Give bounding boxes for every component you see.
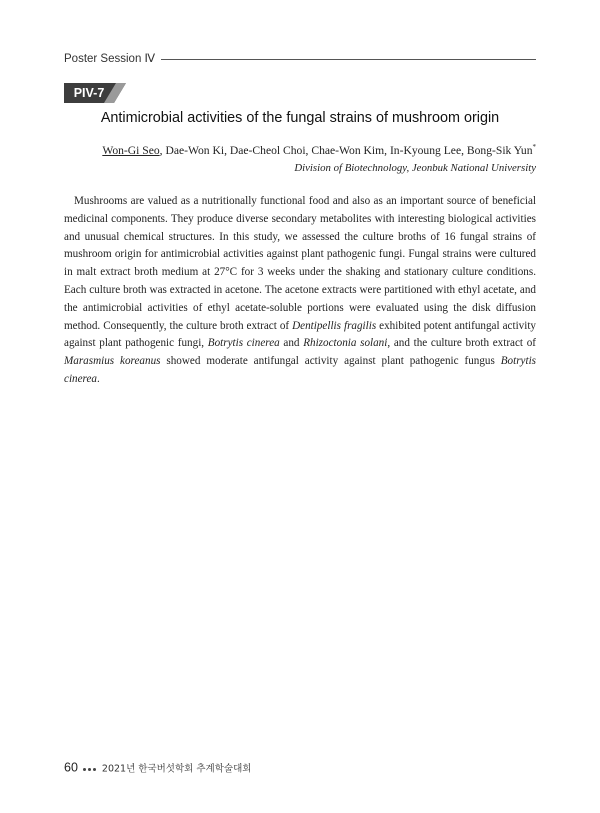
co-authors: , Dae-Won Ki, Dae-Cheol Choi, Chae-Won Kim, In-Kyoung Lee, Bong-Sik Yun bbox=[159, 143, 533, 157]
poster-code-badge bbox=[64, 83, 126, 103]
ellipsis-dots-icon bbox=[83, 758, 98, 776]
abstract-part: . bbox=[97, 372, 100, 385]
abstract-text bbox=[64, 193, 536, 389]
poster-code: PIV-7 bbox=[73, 86, 105, 100]
corresponding-mark: * bbox=[532, 143, 536, 151]
page-number: 60 bbox=[64, 760, 78, 775]
running-header bbox=[64, 50, 536, 68]
presenting-author: Won-Gi Seo bbox=[102, 143, 160, 157]
author-list bbox=[102, 143, 536, 157]
species-name: Botrytis cinerea bbox=[207, 337, 280, 350]
abstract-part: , and the culture broth extract of bbox=[387, 337, 537, 350]
paper-title: Antimicrobial activities of the fungal strains of mushroom origin bbox=[100, 110, 500, 126]
affiliation: Division of Biotechnology, Jeonbuk National University bbox=[294, 162, 536, 174]
page-footer bbox=[64, 758, 251, 774]
conference-name: 2021년 한국버섯학회 추계학술대회 bbox=[101, 763, 252, 775]
abstract-part: showed moderate antifungal activity against plant pathogenic fungus bbox=[160, 355, 501, 368]
species-name: Rhizoctonia solani bbox=[303, 337, 388, 350]
abstract-part: exhibited potent antifungal activity against plant pathogenic fungi, bbox=[64, 319, 536, 350]
species-name: Marasmius koreanus bbox=[64, 355, 161, 368]
abstract-part: and bbox=[279, 337, 304, 350]
session-label: Poster Session Ⅳ bbox=[64, 51, 161, 65]
species-name: Botrytis cinerea bbox=[64, 355, 536, 385]
species-name: Dentipellis fragilis bbox=[292, 319, 377, 332]
abstract-part: Mushrooms are valued as a nutritionally functional food and also as an important source of beneficial medicinal components. They produce diverse secondary metabolites with interesting biological activities and unusual chemical structures. In this study, we assessed the culture broths of 16 fungal strains of mushroom origin for antimicrobial activities against plant pathogenic fungi. Fungal strains were cultured in malt extract broth medium at 27°C for 3 weeks under the shaking and stationary culture conditions. Each culture broth was extracted in acetone. The acetone extracts were partitioned with ethyl acetate, and the antimicrobial activities of ethyl acetate-soluble portions were evaluated using the disk diffusion method. Consequently, the culture broth extract of bbox=[64, 195, 536, 332]
